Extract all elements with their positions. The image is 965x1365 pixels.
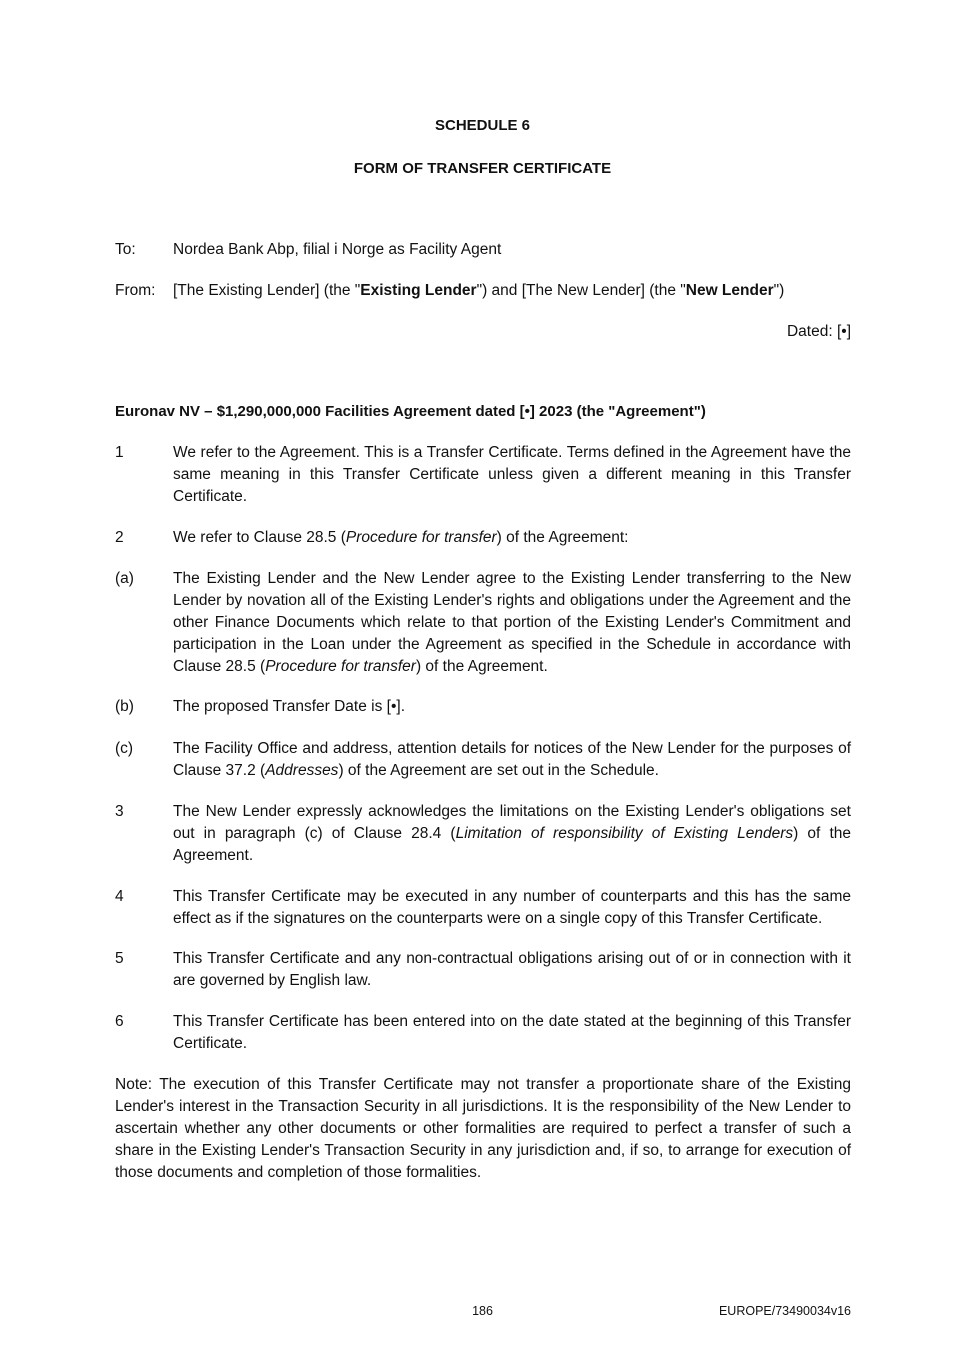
clause-text: This Transfer Certificate has been entered into on the date stated at the beginning of this Transfer Certificate. bbox=[173, 1013, 851, 1052]
clause-number: 1 bbox=[115, 444, 124, 461]
note-paragraph: Note: The execution of this Transfer Certificate may not transfer a proportionate share of the Existing Lender's interest in the Transaction Security in all jurisdictions. It is the responsibility of the New Lender to ascertain whether any other documents or other formalities are required to perfect a transfer of such a share in the Existing Lender's Transaction Security in any jurisdiction and, if so, to arrange for execution of those documents and completion of those formalities. bbox=[115, 1076, 851, 1181]
clause-text: This Transfer Certificate and any non-contractual obligations arising out of or in connection with it are governed by English law. bbox=[173, 950, 851, 989]
paragraph-label: (b) bbox=[115, 698, 134, 715]
to-label: To: bbox=[115, 241, 136, 258]
agreement-title: Euronav NV – $1,290,000,000 Facilities Agreement dated [•] 2023 (the "Agreement") bbox=[115, 403, 706, 420]
to-text: Nordea Bank Abp, filial i Norge as Facility Agent bbox=[173, 241, 502, 258]
clause-text: The New Lender expressly acknowledges the limitations on the Existing Lender's obligations set out in paragraph (c) of Clause 28.4 (Limitation of responsibility of Existing Lenders) of the Agreement. bbox=[173, 803, 852, 864]
clause-number: 4 bbox=[115, 888, 124, 905]
clause-text: This Transfer Certificate may be executed in any number of counterparts and this has the same effect as if the signatures on the counterparts were on a single copy of this Transfer Certificate. bbox=[173, 888, 851, 927]
document-reference: EUROPE/73490034v16 bbox=[718, 1304, 851, 1318]
paragraph-text: The Existing Lender and the New Lender agree to the Existing Lender transferring to the New Lender by novation all of the Existing Lender's rights and obligations under the Agreement and the other Finance Documents which relate to that portion of the Existing Lender's Commitment and participation in the Loan under the Agreement as specified in the Schedule in accordance with Clause 28.5 (Procedure for transfer) of the Agreement. bbox=[173, 570, 851, 675]
from-text: [The Existing Lender] (the "Existing Lender") and [The New Lender] (the "New Lender") bbox=[173, 282, 785, 299]
paragraph-text: The Facility Office and address, attention details for notices of the New Lender for the purposes of Clause 37.2 (Addresses) of the Agreement are set out in the Schedule. bbox=[173, 740, 851, 779]
new-lender-term: New Lender bbox=[685, 282, 774, 299]
page-number: 186 bbox=[472, 1304, 493, 1318]
clause-number: 3 bbox=[115, 803, 124, 820]
clause-number: 6 bbox=[115, 1013, 124, 1030]
clause-number: 5 bbox=[115, 950, 124, 967]
clause-number: 2 bbox=[115, 529, 124, 546]
schedule-title: SCHEDULE 6 bbox=[434, 117, 531, 134]
clause-text: We refer to Clause 28.5 (Procedure for transfer) of the Agreement: bbox=[173, 529, 629, 546]
paragraph-text: The proposed Transfer Date is [•]. bbox=[173, 698, 406, 715]
paragraph-label: (c) bbox=[115, 740, 134, 757]
from-label: From: bbox=[115, 282, 156, 299]
clause-text: We refer to the Agreement. This is a Transfer Certificate. Terms defined in the Agreement have the same meaning in this Transfer Certificate unless given a different meaning in this Transfer Certificate. bbox=[173, 444, 851, 505]
existing-lender-term: Existing Lender bbox=[360, 282, 477, 299]
schedule-subtitle: FORM OF TRANSFER CERTIFICATE bbox=[353, 160, 612, 177]
dated-line: Dated: [•] bbox=[786, 323, 851, 340]
paragraph-label: (a) bbox=[115, 570, 134, 587]
